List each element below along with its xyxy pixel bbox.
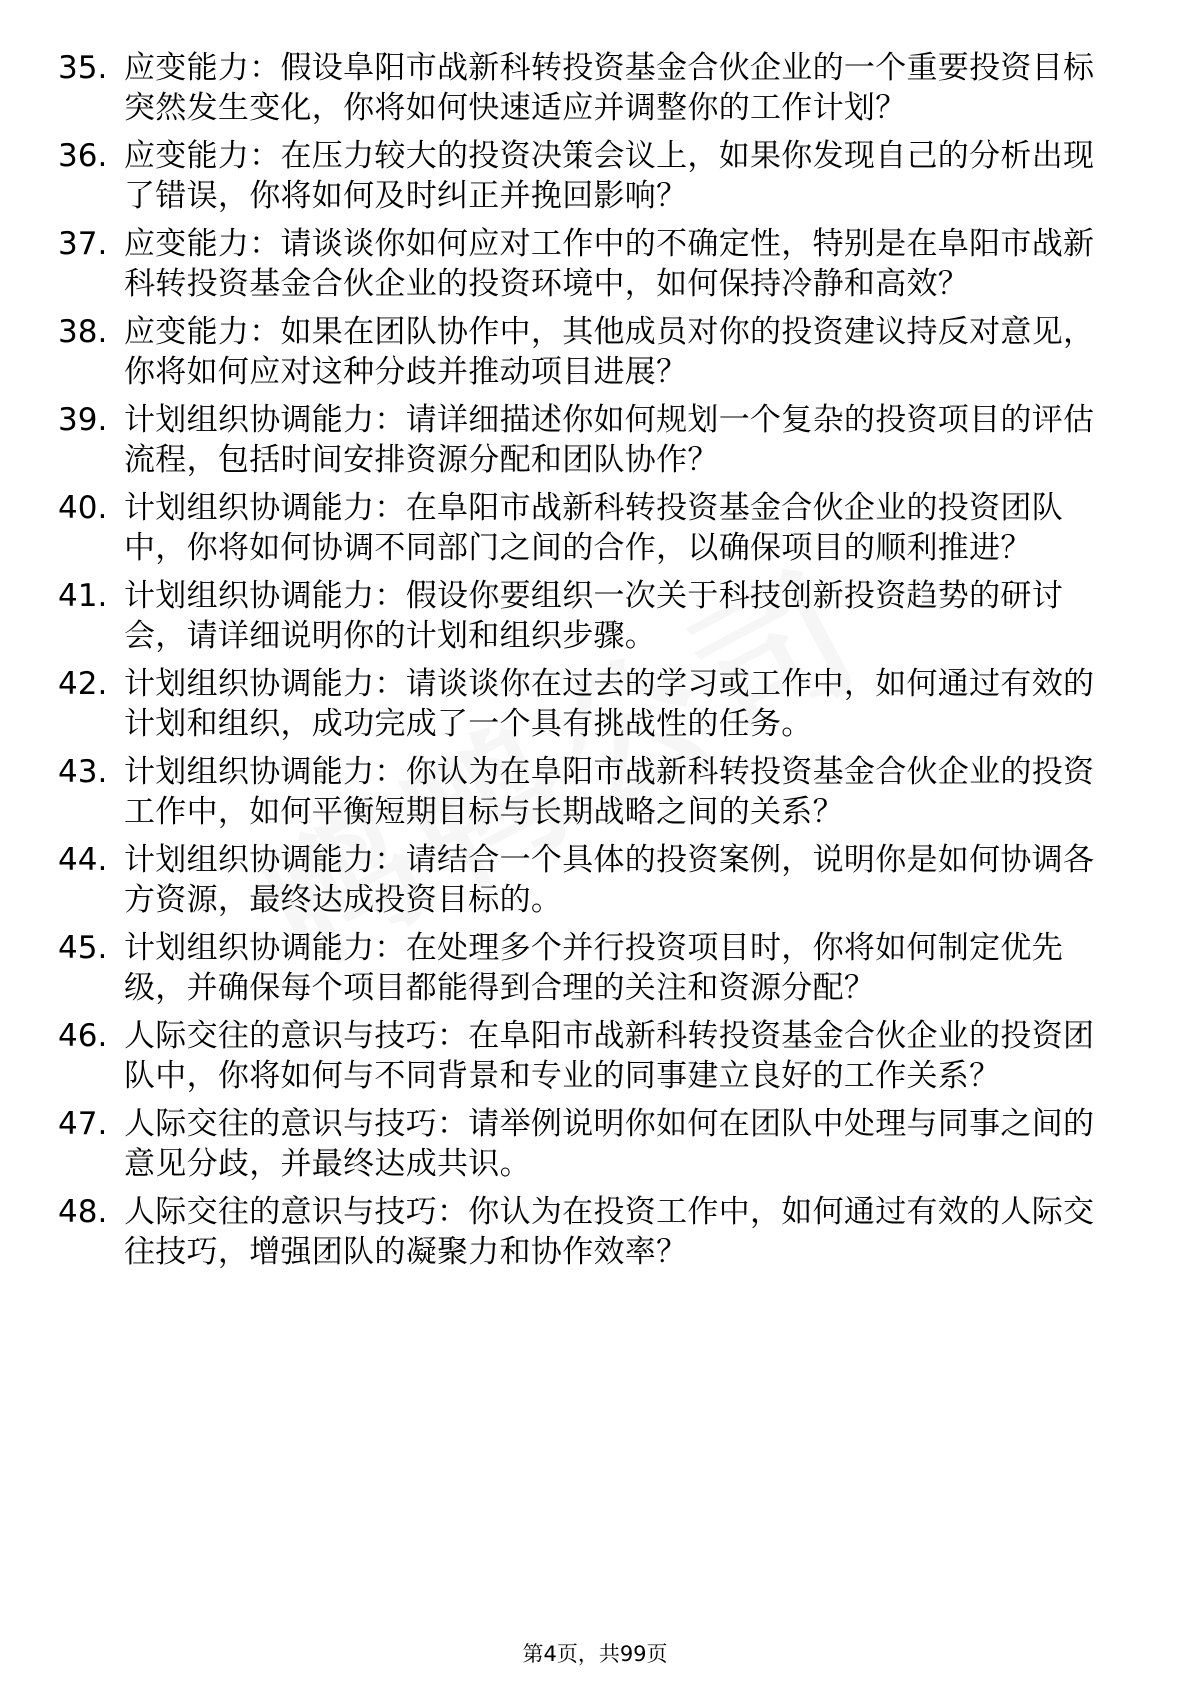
question-text: 计划组织协调能力：在阜阳市战新科转投资基金合伙企业的投资团队中，你将如何协调不同部门之间的合作，以确保项目的顺利推进？ [124,490,1063,566]
question-number: 47. [58,1106,108,1142]
question-item [58,664,1108,744]
question-item [58,48,1108,128]
page-footer: 第4页，共99页 [522,1642,668,1666]
question-text: 应变能力：请谈谈你如何应对工作中的不确定性，特别是在阜阳市战新科转投资基金合伙企业的投资环境中，如何保持冷静和高效？ [124,226,1095,302]
question-number: 46. [58,1018,108,1054]
question-number: 38. [58,314,108,350]
question-number: 48. [58,1194,108,1230]
question-item [58,312,1108,392]
question-number: 42. [58,666,108,702]
question-item [58,576,1108,656]
question-number: 36. [58,138,108,174]
question-item [58,1016,1108,1096]
question-number: 39. [58,402,108,438]
question-item [58,136,1108,216]
question-item [58,224,1108,304]
question-text: 应变能力：如果在团队协作中，其他成员对你的投资建议持反对意见，你将如何应对这种分歧并推动项目进展？ [124,314,1095,390]
question-text: 人际交往的意识与技巧：请举例说明你如何在团队中处理与同事之间的意见分歧，并最终达成共识。 [124,1106,1095,1182]
question-item [58,928,1108,1008]
question-text: 应变能力：假设阜阳市战新科转投资基金合伙企业的一个重要投资目标突然发生变化，你将如何快速适应并调整你的工作计划？ [124,50,1095,126]
question-text: 计划组织协调能力：请谈谈你在过去的学习或工作中，如何通过有效的计划和组织，成功完成了一个具有挑战性的任务。 [124,666,1095,742]
question-item [58,1192,1108,1272]
question-text: 计划组织协调能力：在处理多个并行投资项目时，你将如何制定优先级，并确保每个项目都能得到合理的关注和资源分配？ [124,930,1063,1006]
question-text: 计划组织协调能力：你认为在阜阳市战新科转投资基金合伙企业的投资工作中，如何平衡短期目标与长期战略之间的关系？ [124,754,1095,830]
question-item [58,400,1108,480]
question-text: 人际交往的意识与技巧：你认为在投资工作中，如何通过有效的人际交往技巧，增强团队的凝聚力和协作效率？ [124,1194,1095,1270]
question-number: 40. [58,490,108,526]
question-text: 计划组织协调能力：请详细描述你如何规划一个复杂的投资项目的评估流程，包括时间安排资源分配和团队协作？ [124,402,1095,478]
question-item [58,488,1108,568]
question-number: 41. [58,578,108,614]
question-number: 45. [58,930,108,966]
question-text: 计划组织协调能力：假设你要组织一次关于科技创新投资趋势的研讨会，请详细说明你的计划和组织步骤。 [124,578,1063,654]
question-text: 人际交往的意识与技巧：在阜阳市战新科转投资基金合伙企业的投资团队中，你将如何与不同背景和专业的同事建立良好的工作关系？ [124,1018,1095,1094]
question-number: 44. [58,842,108,878]
question-number: 43. [58,754,108,790]
question-item [58,840,1108,920]
question-number: 37. [58,226,108,262]
question-number: 35. [58,50,108,86]
question-text: 计划组织协调能力：请结合一个具体的投资案例，说明你是如何协调各方资源，最终达成投资目标的。 [124,842,1095,918]
question-list [58,48,1108,1280]
question-item [58,1104,1108,1184]
question-item [58,752,1108,832]
question-text: 应变能力：在压力较大的投资决策会议上，如果你发现自己的分析出现了错误，你将如何及时纠正并挽回影响？ [124,138,1095,214]
